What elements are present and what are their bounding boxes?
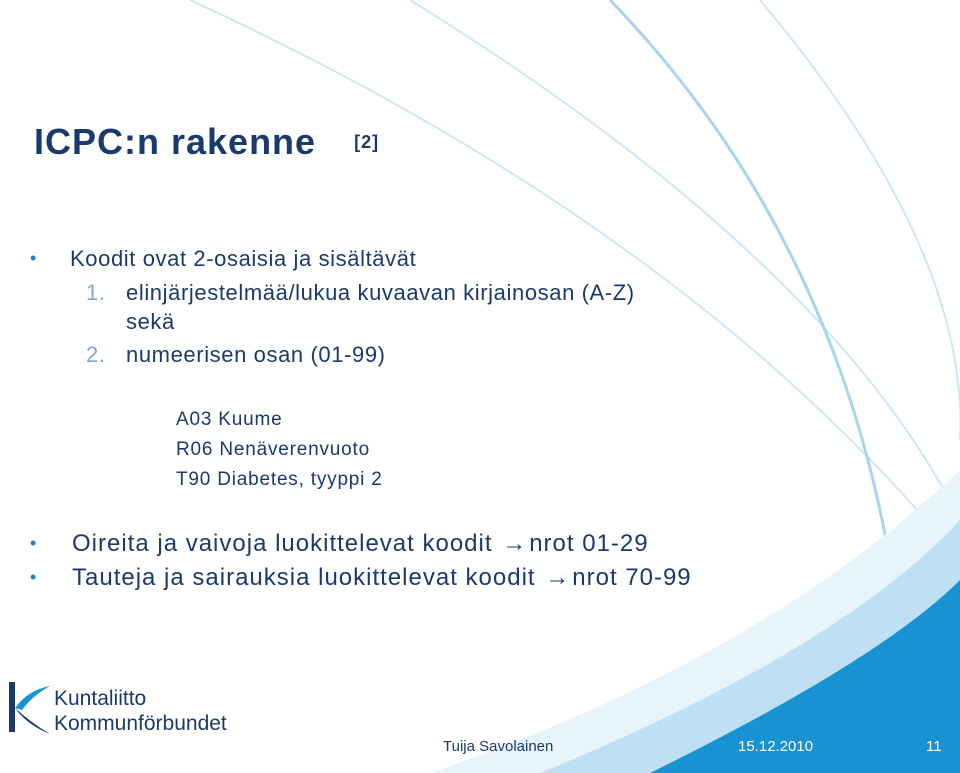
bullet-text: Oireita ja vaivoja luokittelevat koodit	[72, 530, 493, 557]
bullet-text: Tauteja ja sairauksia luokittelevat koodit	[72, 564, 536, 591]
numbered-item-1-continuation: sekä	[126, 309, 175, 334]
item-text: elinjärjestelmää/lukua kuvaavan kirjainosan (A-Z)	[126, 280, 635, 305]
example-code-1: A03 Kuume	[176, 409, 283, 430]
numbered-item-1	[86, 280, 635, 306]
footer-author: Tuija Savolainen	[443, 738, 554, 755]
bullet-icon: •	[30, 248, 37, 268]
bullet-range: nrot 01-29	[529, 530, 649, 557]
footer-page-number: 11	[926, 738, 942, 755]
item-text: numeerisen osan (01-99)	[126, 342, 386, 367]
footer-date: 15.12.2010	[738, 738, 814, 755]
arrow-right-icon: →	[502, 530, 528, 557]
logo-text-line2: Kommunförbundet	[54, 712, 227, 735]
item-number: 1.	[86, 280, 106, 305]
bullet-icon: •	[30, 567, 38, 587]
intro-text: Koodit ovat 2-osaisia ja sisältävät	[70, 246, 417, 271]
slide-title-suffix: [2]	[354, 132, 380, 152]
bullet-diseases	[30, 564, 692, 592]
bullet-symptoms	[30, 530, 649, 558]
item-number: 2.	[86, 342, 106, 367]
example-code-3: T90 Diabetes, tyyppi 2	[176, 469, 383, 490]
arrow-right-icon: →	[545, 564, 571, 591]
logo-text-line1: Kuntaliitto	[54, 687, 147, 710]
slide-title	[34, 121, 379, 163]
bullet-icon: •	[30, 533, 38, 553]
slide-title-text: ICPC:n rakenne	[34, 121, 317, 162]
bullet-range: nrot 70-99	[572, 564, 692, 591]
numbered-item-2	[86, 342, 386, 368]
intro-bullet	[30, 246, 416, 272]
example-code-2: R06 Nenäverenvuoto	[176, 439, 370, 460]
